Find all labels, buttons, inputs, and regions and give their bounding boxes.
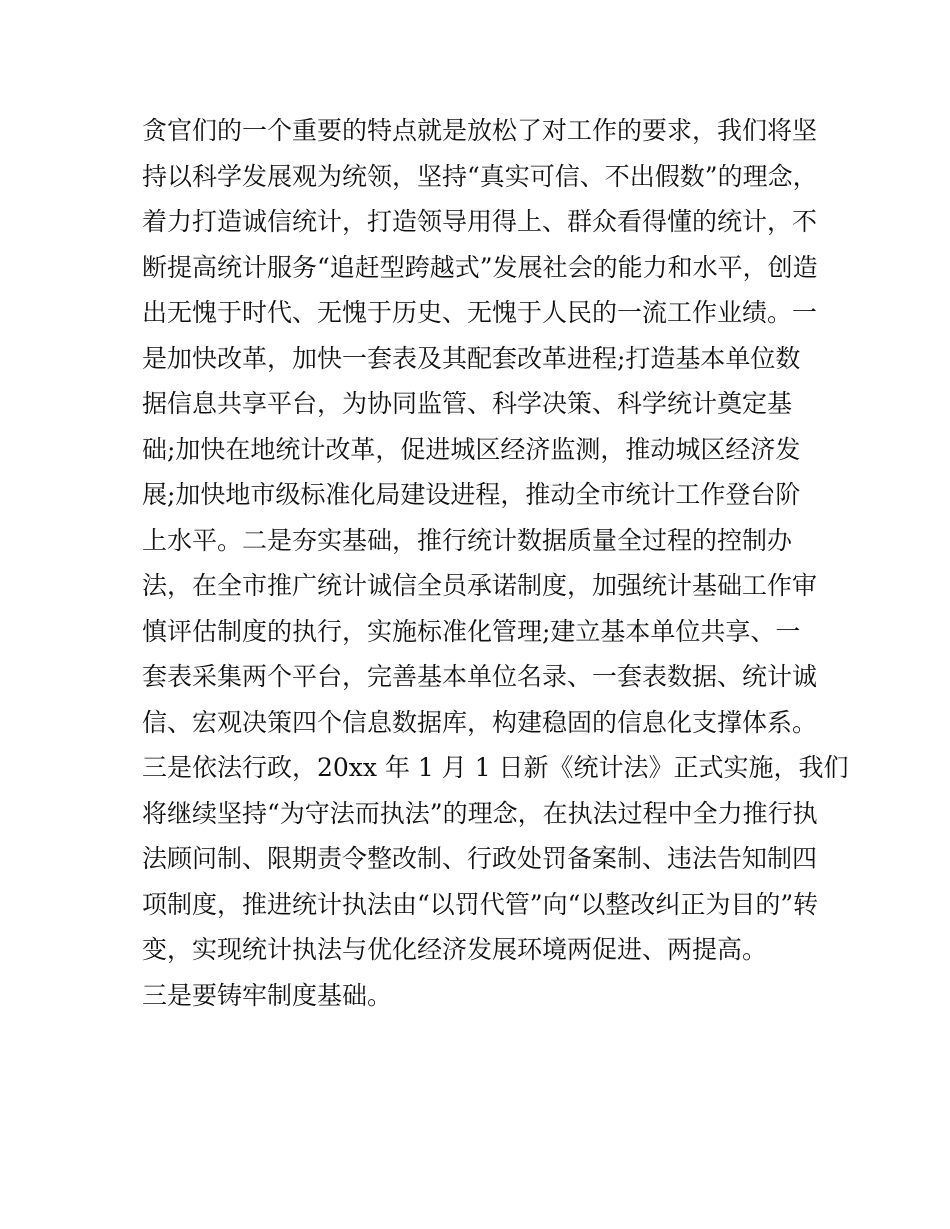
text-line: 贪官们的一个重要的特点就是放松了对工作的要求，我们将坚	[142, 116, 818, 145]
text-line: 础;加快在地统计改革，促进城区经济监测，推动城区经济发	[142, 434, 801, 464]
text-line: 上水平。二是夯实基础，推行统计数据质量全过程的控制办	[142, 525, 793, 555]
text-line: 持以科学发展观为统领，坚持“真实可信、不出假数”的理念，	[142, 161, 818, 191]
text-line: 信、宏观决策四个信息数据库，构建稳固的信息化支撑体系。	[142, 707, 818, 737]
text-line: 着力打造诚信统计，打造领导用得上、群众看得懂的统计，不	[142, 207, 818, 236]
text-line: 将继续坚持“为守法而执法”的理念，在执法过程中全力推行执	[142, 798, 818, 828]
text-line: 慎评估制度的执行，实施标准化管理;建立基本单位共享、一	[142, 616, 801, 646]
text-line: 变，实现统计执法与优化经济发展环境两促进、两提高。	[142, 935, 768, 964]
text-line: 法顾问制、限期责令整改制、行政处罚备案制、违法告知制四	[142, 844, 818, 873]
text-line: 套表采集两个平台，完善基本单位名录、一套表数据、统计诚	[142, 662, 818, 691]
text-line: 据信息共享平台，为协同监管、科学决策、科学统计奠定基	[142, 389, 793, 418]
text-line: 项制度，推进统计执法由“以罚代管”向“以整改纠正为目的”转	[142, 889, 819, 919]
text-line: 法，在全市推广统计诚信全员承诺制度，加强统计基础工作审	[142, 571, 818, 600]
text-line: 是加快改革，加快一套表及其配套改革进程;打造基本单位数	[142, 343, 801, 373]
text-line: 三是要铸牢制度基础。	[142, 980, 393, 1010]
text-line: 出无愧于时代、无愧于历史、无愧于人民的一流工作业绩。一	[142, 298, 818, 327]
text-line: 三是依法行政，20xx 年 1 月 1 日新《统计法》正式实施，我们	[142, 753, 849, 782]
body-text	[142, 108, 849, 1018]
text-line: 断提高统计服务“追赶型跨越式”发展社会的能力和水平，创造	[142, 252, 818, 282]
text-line: 展;加快地市级标准化局建设进程，推动全市统计工作登台阶	[142, 480, 801, 509]
